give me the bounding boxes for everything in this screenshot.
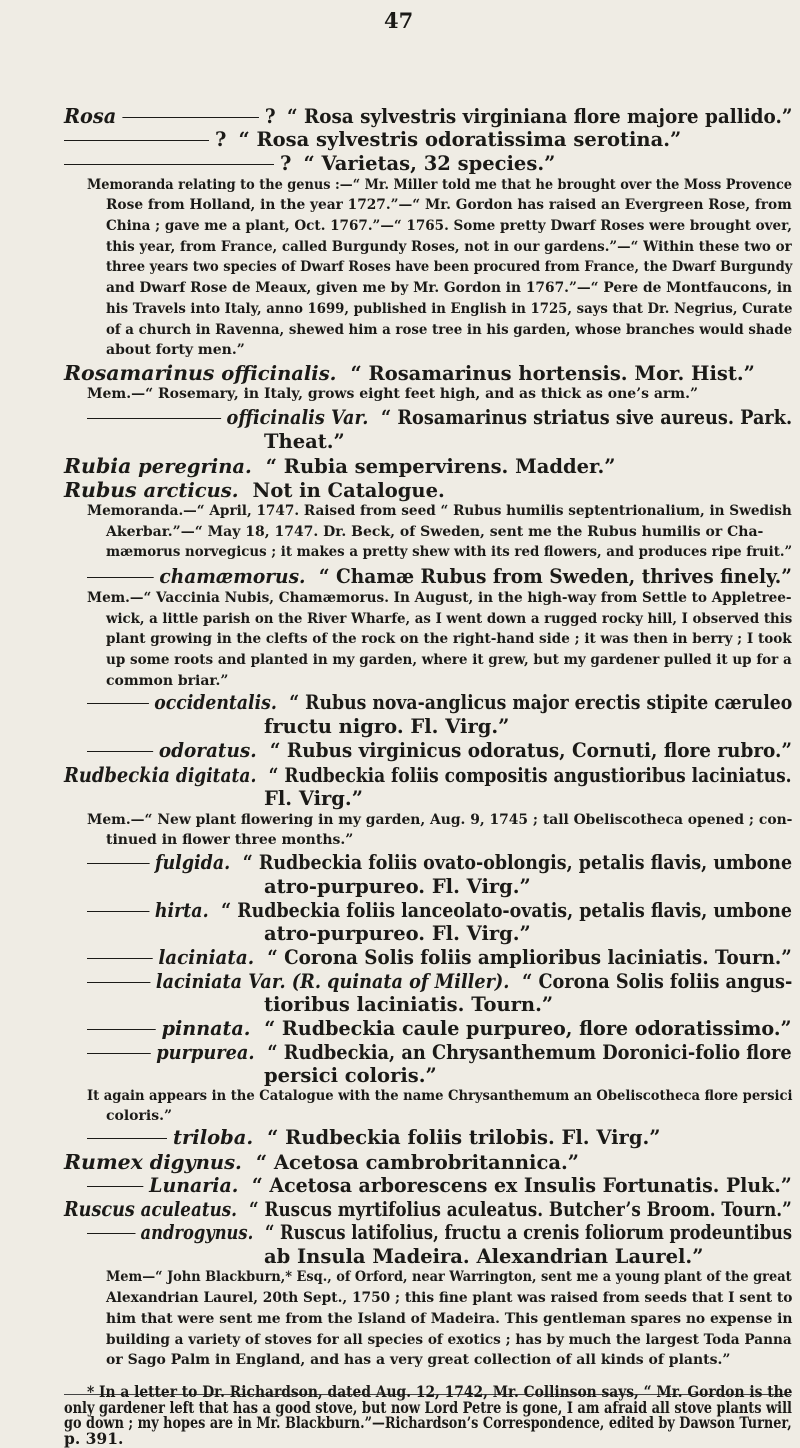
text-line [87,899,792,922]
text-line [87,406,792,429]
genus-name: Rubia [64,454,132,478]
ditto-rule [87,863,150,864]
text-line [87,1126,660,1149]
text-line [87,177,792,193]
line-text: coloris.” [106,1108,173,1124]
text-line [64,128,681,151]
species-name: hirta. [154,899,209,922]
text-line [87,386,698,402]
line-text: “ Rosamarinus striatus sive aureus. Park. [381,406,793,429]
text-line [106,1108,172,1124]
species-name: Lunaria. [149,1174,239,1197]
line-text: “ Corona Solis foliis amplioribus laciniatis. Tourn.” [267,946,792,969]
text-line [87,565,792,588]
ditto-rule [87,982,150,983]
text-line [87,1088,792,1104]
ditto-rule [87,958,153,959]
footnote-line: go down ; my hopes are in Mr. Blackburn.”—Richardson’s Correspondence, edited by Dawson Turner, [64,1413,792,1432]
line-text: “ Ruscus myrtifolius aculeatus. Butcher’s Broom. Tourn.” [249,1198,792,1221]
line-text: this year, from France, called Burgundy Roses, not in our gardens.”—“ Within these two or [106,239,792,255]
species-name: purpurea. [156,1041,255,1064]
species-name: digitata. [175,764,257,787]
species-name: triloba. [173,1126,254,1149]
line-text: “ Chamæ Rubus from Sweden, thrives finely.” [318,565,792,588]
line-text: Mem—“ John Blackburn,* Esq., of Orford, near Warrington, sent me a young plant of the great [106,1269,792,1285]
text-line [106,322,792,338]
line-text: of a church in Ravenna, shewed him a rose tree in his garden, whose branches would shade [106,322,793,338]
line-text: “ Rudbeckia foliis compositis angustioribus laciniatus. [268,764,792,787]
genus-name: Rubus [64,478,137,502]
text-line [106,1352,730,1368]
species-name: pinnata. [161,1017,251,1040]
line-text: Alexandrian Laurel, 20th Sept., 1750 ; this fine plant was raised from seeds that I sent to [106,1290,793,1306]
line-text: China ; gave me a plant, Oct. 1767.”—“ 1765. Some pretty Dwarf Roses were brought over, [106,218,793,234]
line-text: Mem.—“ New plant flowering in my garden, Aug. 9, 1745 ; tall Obeliscotheca opened ; con- [87,812,793,828]
text-line [106,832,353,848]
line-text: Rose from Holland, in the year 1727.”—“ Mr. Gordon has raised an Evergreen Rose, from [106,197,792,213]
ditto-rule [87,1138,167,1139]
line-text: tioribus laciniatis. Tourn.” [264,993,554,1016]
line-text: wick, a little parish on the River Wharfe, as I went down a rugged rocky hill, I observed this [106,611,793,627]
ditto-rule [87,577,154,578]
line-text: “ Rubia sempervirens. Madder.” [265,455,616,478]
text-line [106,1311,792,1327]
line-text: Not in Catalogue. [252,479,445,502]
page-number: 47 [384,8,414,33]
text-line [87,946,792,969]
text-line [87,590,792,606]
line-text: him that were sent me from the Island of Madeira. This gentleman spares no expense in [106,1311,793,1327]
text-line [106,197,792,213]
line-text: “ Rudbeckia foliis lanceolato-ovatis, petalis flavis, umbone [221,899,792,922]
text-line [87,812,792,828]
line-text: “ Acetosa arborescens ex Insulis Fortunatis. Pluk.” [251,1174,792,1197]
line-text: Mem.—“ Rosemary, in Italy, grows eight feet high, and as thick as one’s arm.” [87,386,699,402]
text-line [106,239,792,255]
text-line [87,1174,792,1197]
ditto-rule [64,140,209,141]
genus-name: Rumex [64,1150,143,1174]
line-text: about forty men.” [106,342,245,358]
ditto-rule [87,1029,156,1030]
ditto-rule [87,1233,136,1234]
text-line [264,875,531,898]
genus-name: Ruscus [64,1197,135,1221]
text-line [264,715,509,738]
text-line [64,763,792,787]
species-name: occidentalis. [154,691,277,714]
species-name: officinalis. [221,362,337,385]
text-line [87,851,792,874]
text-line [106,611,792,627]
text-line [87,1041,792,1064]
line-text: “ Rosa sylvestris odoratissima serotina.” [238,128,682,151]
line-text: and Dwarf Rose de Meaux, given me by Mr. Gordon in 1767.”—“ Pere de Montfaucons, in [106,280,793,296]
species-name: laciniata Var. (R. quinata of Miller). [155,970,510,993]
text-line [87,1017,792,1040]
line-text: “ Rubus nova-anglicus major erectis stipite cæruleo [289,691,793,714]
line-text: “ Varietas, 32 species.” [303,152,556,175]
line-text: “ Acetosa cambrobritannica.” [255,1151,579,1174]
text-line [106,280,792,296]
text-line [264,993,553,1016]
line-text: up some roots and planted in my garden, where it grew, but my gardener pulled it up for a [106,652,792,668]
text-line [106,524,763,540]
text-line [64,1197,792,1221]
text-line [64,1150,579,1174]
text-line [64,478,445,502]
text-line [87,739,792,762]
species-mark: ? [264,105,276,128]
text-line [106,652,792,668]
text-line [106,544,792,560]
text-line [106,1290,792,1306]
line-text: or Sago Palm in England, and has a very great collection of all kinds of plants.” [106,1352,731,1368]
line-text: Akerbar.”—“ May 18, 1747. Dr. Beck, of Sweden, sent me the Rubus humilis or Cha- [106,524,764,540]
species-name: officinalis Var. [226,406,369,429]
text-line [106,631,792,647]
line-text: common briar.” [106,673,229,689]
text-line [64,104,792,128]
ditto-rule [123,117,260,118]
line-text: Memoranda relating to the genus :—“ Mr. Miller told me that he brought over the Moss Provence [87,177,793,193]
ditto-rule [87,1186,143,1187]
species-mark: ? [215,128,227,151]
text-line [264,430,345,453]
text-line [87,1221,792,1244]
genus-name: Rosa [64,104,117,128]
ditto-rule [87,911,149,912]
text-line [106,342,245,358]
text-line [264,1064,437,1087]
line-text: “ Rosa sylvestris virginiana flore majore pallido.” [287,105,793,128]
line-text: “ Ruscus latifolius, fructu a crenis foliorum prodeuntibus [264,1221,793,1244]
line-text: ab Insula Madeira. Alexandrian Laurel.” [264,1245,704,1268]
species-name: laciniata. [158,946,255,969]
line-text: “ Rubus virginicus odoratus, Cornuti, flore rubro.” [269,739,793,762]
species-mark: ? [280,152,292,175]
line-text: Theat.” [264,430,345,453]
species-name: arcticus. [143,479,239,502]
text-line [64,152,555,175]
line-text: “ Rosamarinus hortensis. Mor. Hist.” [350,362,755,385]
species-name: odoratus. [158,739,257,762]
footnote-line: * In a letter to Dr. Richardson, dated Aug. 12, 1742, Mr. Collinson says, “ Mr. Gordon is the [87,1382,793,1401]
line-text: “ Rudbeckia caule purpureo, flore odoratissimo.” [264,1017,792,1040]
text-line [106,1269,792,1285]
line-text: persici coloris.” [264,1064,437,1087]
text-line [87,970,792,993]
ditto-rule [87,418,221,419]
line-text: his Travels into Italy, anno 1699, published in English in 1725, says that Dr. Negrius, Curate [106,301,793,317]
species-name: peregrina. [138,455,252,478]
ditto-rule [64,164,274,165]
line-text: plant growing in the clefts of the rock on the right-hand side ; it was then in berry ; I took [106,631,792,647]
text-line [264,922,531,945]
line-text: Memoranda.—“ April, 1747. Raised from seed “ Rubus humilis septentrionalium, in Swedish [87,503,792,519]
species-name: fulgida. [154,851,231,874]
ditto-rule [87,751,153,752]
text-line [64,454,616,478]
species-name: chamæmorus. [159,565,306,588]
text-line [87,691,792,714]
line-text: mæmorus norvegicus ; it makes a pretty shew with its red flowers, and produces ripe fruit.” [106,544,793,560]
text-line [106,301,792,317]
line-text: building a variety of stoves for all species of exotics ; has by much the largest Toda Panna [106,1332,792,1348]
ditto-rule [87,703,149,704]
text-line [87,503,792,519]
line-text: “ Rudbeckia foliis trilobis. Fl. Virg.” [267,1126,661,1149]
text-line [264,787,363,810]
line-text: three years two species of Dwarf Roses have been procured from France, the Dwarf Burgundy [106,259,793,275]
text-line [264,1245,703,1268]
ditto-rule [87,1053,151,1054]
text-line [106,218,792,234]
footnote-line: only gardener left that has a good stove, but now Lord Petre is gone, I am afraid all stove plants will [64,1398,792,1417]
line-text: It again appears in the Catalogue with the name Chrysanthemum an Obeliscotheca flore persici [87,1088,793,1104]
genus-name: Rosamarinus [64,361,215,385]
species-name: digynus. [149,1151,242,1174]
line-text: Fl. Virg.” [264,787,363,810]
line-text: fructu nigro. Fl. Virg.” [264,715,510,738]
species-name: androgynus. [140,1221,254,1244]
line-text: atro-purpureo. Fl. Virg.” [264,875,531,898]
text-line [106,1332,792,1348]
line-text: “ Corona Solis foliis angus- [522,970,793,993]
species-name: aculeatus. [140,1198,238,1221]
line-text: “ Rudbeckia foliis ovato-oblongis, petalis flavis, umbone [242,851,793,874]
line-text: Mem.—“ Vaccinia Nubis, Chamæmorus. In August, in the high-way from Settle to Appletree- [87,590,792,606]
line-text: “ Rudbeckia, an Chrysanthemum Doronici-folio flore [267,1041,792,1064]
text-line [64,361,755,385]
genus-name: Rudbeckia [64,763,170,787]
text-line [106,673,228,689]
line-text: atro-purpureo. Fl. Virg.” [264,922,531,945]
footnote-line: p. 391. [64,1429,124,1448]
line-text: tinued in flower three months.” [106,832,354,848]
text-line [106,259,792,275]
